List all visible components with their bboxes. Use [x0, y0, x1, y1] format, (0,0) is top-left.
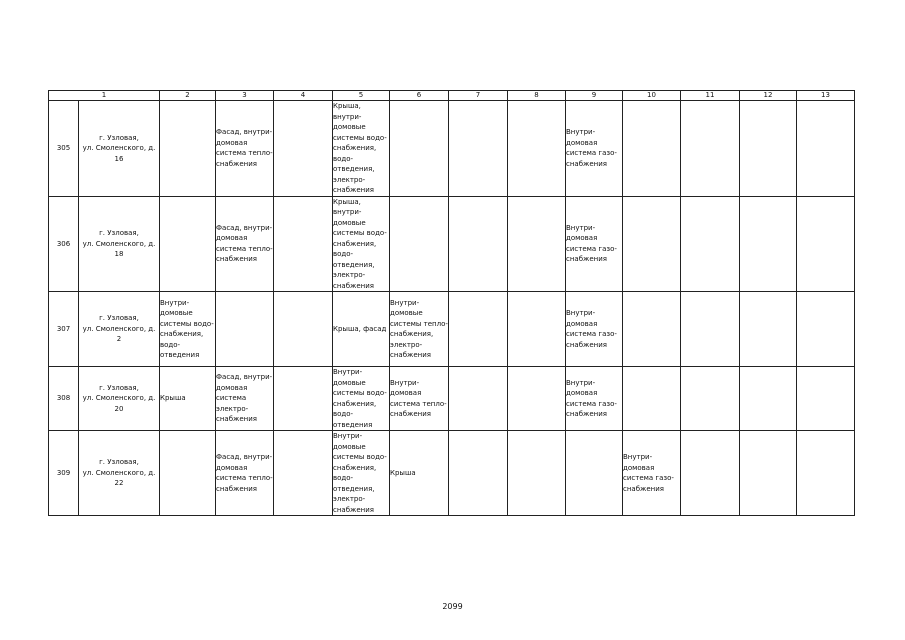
cell-line: домовая — [623, 463, 655, 472]
cell-col-12 — [740, 101, 797, 197]
cell-line: отведения — [333, 420, 373, 429]
cell-line: Крыша, — [333, 197, 361, 206]
address-line: г. Узловая, — [99, 229, 139, 237]
cell-line: отведения, — [333, 260, 375, 269]
cell-line: снабжения, — [333, 239, 377, 248]
row-number: 305 — [49, 101, 79, 197]
cell-col-13 — [797, 292, 855, 367]
cell-col-7 — [449, 196, 508, 292]
cell-col-4 — [274, 101, 333, 197]
cell-col-8 — [508, 367, 566, 431]
cell-col-10 — [623, 101, 681, 197]
address-line: 22 — [114, 479, 124, 488]
address-line: 16 — [114, 154, 124, 163]
row-number: 309 — [49, 431, 79, 516]
cell-line: Фасад, внутри- — [216, 453, 273, 461]
address-line: г. Узловая, — [99, 458, 139, 467]
row-number: 307 — [49, 292, 79, 367]
cell-line: Внутри- — [623, 453, 653, 461]
cell-line: системы водо- — [333, 133, 387, 142]
cell-line: домовая — [216, 234, 248, 243]
cell-col-9 — [566, 101, 623, 197]
cell-line: отведения — [160, 351, 200, 359]
cell-line: снабжения — [216, 415, 257, 424]
cell-line: система газо- — [623, 474, 674, 482]
cell-line: снабжения — [566, 410, 607, 418]
cell-col-4 — [274, 367, 333, 431]
cell-col-13 — [797, 431, 855, 516]
table-row — [49, 196, 855, 292]
cell-col-8 — [508, 101, 566, 197]
cell-line: отведения, — [333, 484, 375, 493]
address-line: ул. Смоленского, д. — [82, 468, 156, 477]
cell-col-10 — [623, 367, 681, 431]
cell-col-9 — [566, 196, 623, 292]
works-table — [48, 90, 855, 516]
cell-col-2 — [160, 101, 216, 197]
cell-line: внутри- — [333, 112, 362, 121]
cell-line: снабжения — [333, 186, 374, 194]
cell-line: снабжения, — [390, 330, 434, 338]
cell-line: домовая — [216, 383, 248, 392]
page-number: 2099 — [442, 602, 463, 611]
address-cell — [79, 101, 160, 197]
cell-col-5 — [333, 431, 390, 516]
cell-line: системы водо- — [333, 389, 387, 397]
cell-col-11 — [681, 367, 740, 431]
cell-col-5 — [333, 292, 390, 367]
cell-col-12 — [740, 196, 797, 292]
cell-line: система — [216, 394, 247, 403]
cell-line: Фасад, внутри- — [216, 223, 273, 232]
cell-col-3 — [216, 367, 274, 431]
cell-col-8 — [508, 431, 566, 516]
cell-line: Фасад, внутри- — [216, 373, 273, 382]
header-cell: 7 — [449, 91, 508, 101]
cell-line: домовая — [216, 138, 248, 147]
cell-line: снабжения — [216, 484, 257, 493]
cell-line: Внутри- — [333, 368, 363, 376]
table-row — [49, 367, 855, 431]
address-cell — [79, 367, 160, 431]
cell-col-7 — [449, 431, 508, 516]
cell-line: снабжения, — [333, 463, 377, 472]
cell-col-12 — [740, 431, 797, 516]
cell-line: водо- — [333, 250, 354, 258]
cell-col-12 — [740, 292, 797, 367]
cell-line: снабжения — [333, 281, 374, 290]
cell-line: Внутри- — [566, 223, 596, 232]
cell-col-4 — [274, 196, 333, 292]
cell-line: системы тепло- — [390, 319, 448, 328]
cell-line: Крыша, фасад — [333, 324, 387, 333]
cell-col-11 — [681, 431, 740, 516]
cell-col-4 — [274, 292, 333, 367]
cell-col-5 — [333, 367, 390, 431]
cell-col-3 — [216, 196, 274, 292]
header-cell: 9 — [566, 91, 623, 101]
header-cell: 6 — [390, 91, 449, 101]
cell-line: Фасад, внутри- — [216, 128, 273, 137]
header-cell: 5 — [333, 91, 390, 101]
cell-line: снабжения, — [333, 144, 377, 152]
cell-col-9 — [566, 431, 623, 516]
cell-line: Крыша — [160, 394, 186, 403]
cell-col-8 — [508, 292, 566, 367]
cell-col-4 — [274, 431, 333, 516]
cell-line: домовые — [160, 309, 193, 317]
cell-col-6 — [390, 101, 449, 197]
cell-line: домовые — [390, 309, 423, 317]
cell-line: отведения, — [333, 165, 375, 173]
address-line: г. Узловая, — [99, 314, 139, 323]
cell-line: система тепло- — [216, 244, 273, 253]
cell-col-8 — [508, 196, 566, 292]
cell-line: водо- — [333, 154, 354, 163]
table-row — [49, 101, 855, 197]
cell-line: снабжения — [216, 255, 257, 264]
cell-line: электро- — [333, 175, 366, 184]
cell-col-10 — [623, 196, 681, 292]
cell-line: домовая — [566, 234, 598, 243]
header-cell: 3 — [216, 91, 274, 101]
cell-line: электро- — [333, 271, 366, 279]
address-line: 20 — [114, 404, 124, 413]
cell-col-11 — [681, 196, 740, 292]
address-cell — [79, 196, 160, 292]
address-line: ул. Смоленского, д. — [82, 239, 156, 248]
cell-line: Внутри- — [390, 298, 420, 307]
cell-col-11 — [681, 101, 740, 197]
header-cell: 13 — [797, 91, 855, 101]
cell-line: снабжения — [216, 159, 257, 168]
cell-line: Крыша, — [333, 102, 361, 110]
cell-line: система газо- — [566, 149, 617, 158]
cell-line: водо- — [160, 340, 181, 349]
cell-col-2 — [160, 196, 216, 292]
cell-line: электро- — [216, 404, 249, 413]
address-line: г. Узловая, — [99, 383, 139, 392]
cell-col-13 — [797, 367, 855, 431]
address-line: ул. Смоленского, д. — [82, 144, 156, 152]
cell-line: Внутри- — [566, 378, 596, 387]
cell-col-11 — [681, 292, 740, 367]
header-cell: 2 — [160, 91, 216, 101]
address-line: ул. Смоленского, д. — [82, 394, 156, 403]
cell-line: системы водо- — [333, 229, 387, 237]
cell-col-9 — [566, 292, 623, 367]
cell-line: электро- — [390, 340, 423, 349]
cell-line: снабжения — [566, 159, 607, 168]
cell-line: снабжения — [390, 351, 431, 359]
cell-line: домовая — [566, 319, 598, 328]
cell-line: Внутри- — [390, 378, 420, 387]
cell-line: домовая — [390, 389, 422, 397]
cell-line: снабжения — [333, 505, 374, 514]
cell-col-3 — [216, 431, 274, 516]
cell-line: домовые — [333, 123, 366, 131]
cell-line: домовые — [333, 442, 366, 451]
address-line: 18 — [114, 250, 124, 258]
cell-line: Внутри- — [160, 298, 190, 307]
cell-line: системы водо- — [333, 453, 387, 461]
cell-col-7 — [449, 367, 508, 431]
cell-line: Внутри- — [333, 432, 363, 440]
cell-line: снабжения — [566, 255, 607, 264]
cell-line: домовые — [333, 218, 366, 227]
cell-col-9 — [566, 367, 623, 431]
address-cell — [79, 292, 160, 367]
cell-col-13 — [797, 196, 855, 292]
header-row — [49, 91, 855, 101]
cell-col-13 — [797, 101, 855, 197]
cell-line: домовая — [216, 463, 248, 472]
header-cell: 10 — [623, 91, 681, 101]
cell-line: водо- — [333, 410, 354, 418]
cell-line: Крыша — [390, 468, 416, 477]
cell-line: системы водо- — [160, 319, 214, 328]
cell-col-6 — [390, 292, 449, 367]
row-number: 308 — [49, 367, 79, 431]
cell-col-12 — [740, 367, 797, 431]
cell-col-2 — [160, 292, 216, 367]
cell-col-3 — [216, 101, 274, 197]
row-number: 306 — [49, 196, 79, 292]
cell-line: система тепло- — [216, 149, 273, 158]
cell-line: система газо- — [566, 399, 617, 408]
cell-line: электро- — [333, 495, 366, 503]
cell-line: домовые — [333, 378, 366, 387]
cell-line: снабжения — [566, 340, 607, 349]
cell-line: система газо- — [566, 244, 617, 253]
cell-line: снабжения, — [160, 330, 204, 338]
address-cell — [79, 431, 160, 516]
cell-line: Внутри- — [566, 309, 596, 317]
cell-col-2 — [160, 431, 216, 516]
cell-col-5 — [333, 101, 390, 197]
cell-line: домовая — [566, 389, 598, 397]
cell-col-6 — [390, 431, 449, 516]
cell-col-10 — [623, 292, 681, 367]
cell-col-7 — [449, 101, 508, 197]
table-row — [49, 292, 855, 367]
cell-line: снабжения — [623, 484, 664, 493]
cell-col-3 — [216, 292, 274, 367]
table-row — [49, 431, 855, 516]
cell-line: водо- — [333, 474, 354, 482]
cell-col-6 — [390, 196, 449, 292]
cell-line: внутри- — [333, 208, 362, 216]
cell-line: снабжения — [390, 410, 431, 418]
address-line: г. Узловая, — [99, 133, 139, 142]
cell-line: система тепло- — [390, 399, 447, 408]
cell-col-6 — [390, 367, 449, 431]
header-cell: 4 — [274, 91, 333, 101]
header-cell: 1 — [49, 91, 160, 101]
cell-line: снабжения, — [333, 399, 377, 408]
cell-line: Внутри- — [566, 128, 596, 137]
cell-line: система газо- — [566, 330, 617, 338]
address-line: ул. Смоленского, д. — [82, 324, 156, 333]
header-cell: 8 — [508, 91, 566, 101]
cell-col-10 — [623, 431, 681, 516]
header-cell: 12 — [740, 91, 797, 101]
cell-line: домовая — [566, 138, 598, 147]
cell-col-7 — [449, 292, 508, 367]
cell-line: система тепло- — [216, 474, 273, 482]
cell-col-5 — [333, 196, 390, 292]
header-cell: 11 — [681, 91, 740, 101]
address-line: 2 — [116, 335, 122, 344]
cell-col-2 — [160, 367, 216, 431]
